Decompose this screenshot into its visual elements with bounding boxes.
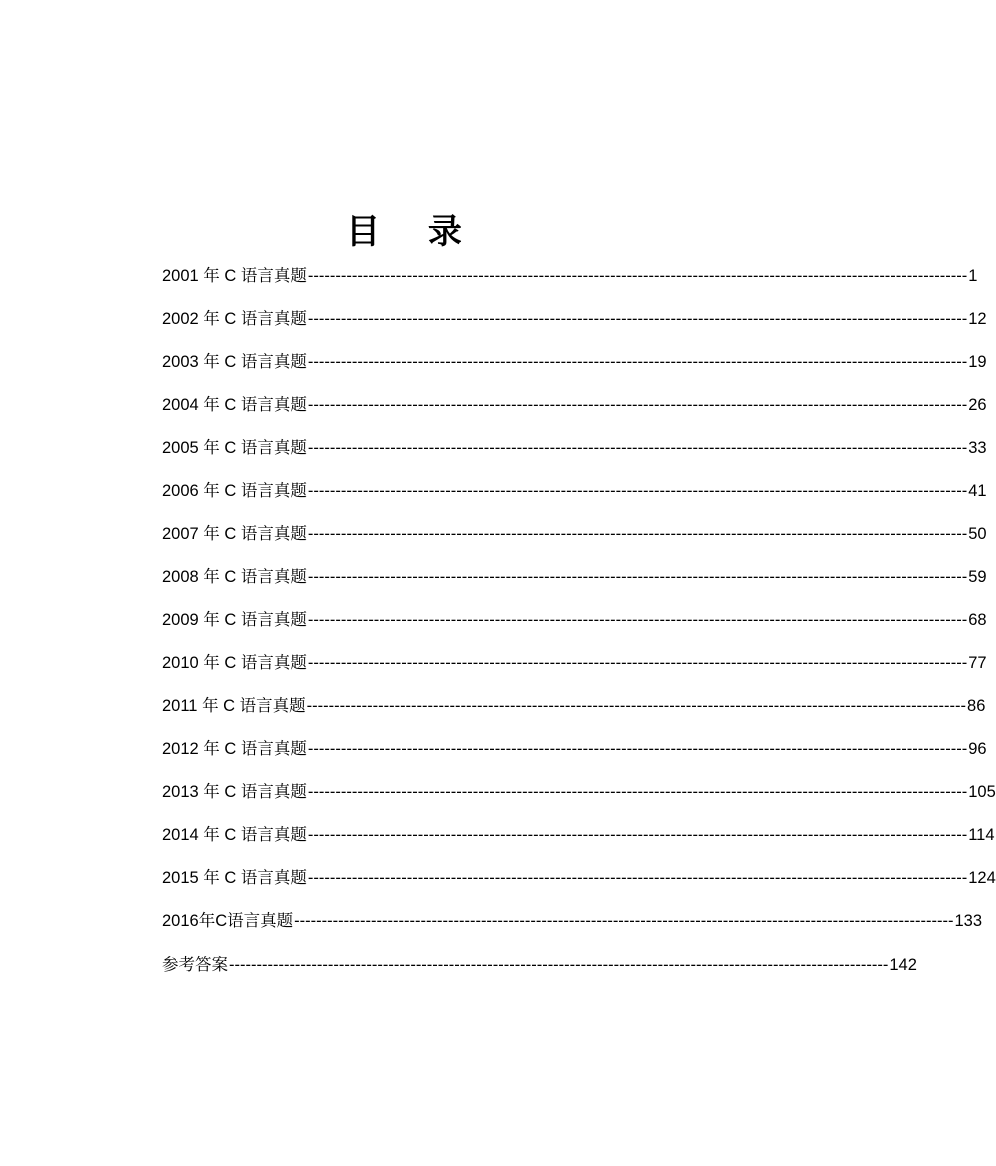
toc-entry-page: 1 <box>968 267 978 285</box>
dot-leader: ------------------------------------------------------------------------------------------------------------------------ <box>307 439 968 457</box>
dot-leader: ------------------------------------------------------------------------------------------------------------------------ <box>307 568 968 586</box>
toc-entry-page: 12 <box>968 310 987 328</box>
toc-entry[interactable] <box>162 818 995 861</box>
toc-list <box>162 259 996 991</box>
toc-entry-label: 2008 年 C 语言真题 <box>162 568 307 586</box>
toc-entry-page: 124 <box>968 869 996 887</box>
toc-entry-page: 133 <box>954 912 983 930</box>
dot-leader: ------------------------------------------------------------------------------------------------------------------------ <box>307 396 968 414</box>
dot-leader: ------------------------------------------------------------------------------------------------------------------------ <box>307 482 968 500</box>
toc-entry-page: 77 <box>968 654 987 672</box>
toc-entry[interactable] <box>162 431 987 474</box>
toc-entry[interactable] <box>162 474 987 517</box>
dot-leader: ------------------------------------------------------------------------------------------------------------------------ <box>229 956 889 974</box>
dot-leader: ------------------------------------------------------------------------------------------------------------------------ <box>307 353 968 371</box>
toc-title: 目 录 <box>346 212 480 252</box>
toc-entry-label: 2016年C语言真题 <box>162 912 294 930</box>
toc-entry-label: 2010 年 C 语言真题 <box>162 654 307 672</box>
dot-leader: ------------------------------------------------------------------------------------------------------------------------ <box>307 740 968 758</box>
dot-leader: ------------------------------------------------------------------------------------------------------------------------ <box>307 267 968 285</box>
toc-entry-label: 2002 年 C 语言真题 <box>162 310 307 328</box>
toc-entry-label: 2005 年 C 语言真题 <box>162 439 307 457</box>
dot-leader: ------------------------------------------------------------------------------------------------------------------------ <box>307 869 968 887</box>
toc-entry-page: 59 <box>968 568 987 586</box>
toc-entry-label: 2007 年 C 语言真题 <box>162 525 307 543</box>
toc-entry[interactable] <box>162 560 987 603</box>
toc-entry[interactable] <box>162 948 917 991</box>
toc-entry-page: 105 <box>968 783 996 801</box>
toc-entry-page: 19 <box>968 353 987 371</box>
toc-entry[interactable] <box>162 732 987 775</box>
toc-entry-label: 2004 年 C 语言真题 <box>162 396 307 414</box>
dot-leader: ------------------------------------------------------------------------------------------------------------------------ <box>307 783 968 801</box>
toc-entry[interactable] <box>162 603 987 646</box>
toc-entry[interactable] <box>162 904 983 947</box>
toc-entry[interactable] <box>162 775 996 818</box>
toc-entry-page: 33 <box>968 439 987 457</box>
toc-entry-label: 2006 年 C 语言真题 <box>162 482 307 500</box>
toc-entry-label: 参考答案 <box>162 956 228 974</box>
dot-leader: ------------------------------------------------------------------------------------------------------------------------ <box>307 654 968 672</box>
toc-entry[interactable] <box>162 689 986 732</box>
toc-entry-page: 114 <box>968 826 995 844</box>
toc-entry-label: 2003 年 C 语言真题 <box>162 353 307 371</box>
toc-entry-label: 2014 年 C 语言真题 <box>162 826 307 844</box>
toc-entry-label: 2011 年 C 语言真题 <box>162 697 306 715</box>
dot-leader: ------------------------------------------------------------------------------------------------------------------------ <box>307 310 968 328</box>
toc-entry-page: 86 <box>967 697 986 715</box>
toc-entry-label: 2015 年 C 语言真题 <box>162 869 307 887</box>
toc-entry-label: 2001 年 C 语言真题 <box>162 267 307 285</box>
toc-entry-page: 142 <box>889 956 917 974</box>
dot-leader: ------------------------------------------------------------------------------------------------------------------------ <box>307 611 968 629</box>
toc-entry-page: 50 <box>968 525 987 543</box>
dot-leader: ------------------------------------------------------------------------------------------------------------------------ <box>294 912 954 930</box>
toc-entry-page: 26 <box>968 396 987 414</box>
toc-entry-label: 2012 年 C 语言真题 <box>162 740 307 758</box>
toc-entry[interactable] <box>162 646 987 689</box>
toc-entry-page: 96 <box>968 740 987 758</box>
toc-entry[interactable] <box>162 517 987 560</box>
dot-leader: ------------------------------------------------------------------------------------------------------------------------ <box>306 697 967 715</box>
toc-entry[interactable] <box>162 345 987 388</box>
toc-entry-page: 68 <box>968 611 987 629</box>
toc-entry[interactable] <box>162 259 978 302</box>
toc-entry-label: 2009 年 C 语言真题 <box>162 611 307 629</box>
dot-leader: ------------------------------------------------------------------------------------------------------------------------ <box>307 826 968 844</box>
dot-leader: ------------------------------------------------------------------------------------------------------------------------ <box>307 525 968 543</box>
toc-entry[interactable] <box>162 861 996 904</box>
toc-entry-label: 2013 年 C 语言真题 <box>162 783 307 801</box>
toc-entry-page: 41 <box>968 482 987 500</box>
toc-entry[interactable] <box>162 388 987 431</box>
toc-entry[interactable] <box>162 302 987 345</box>
